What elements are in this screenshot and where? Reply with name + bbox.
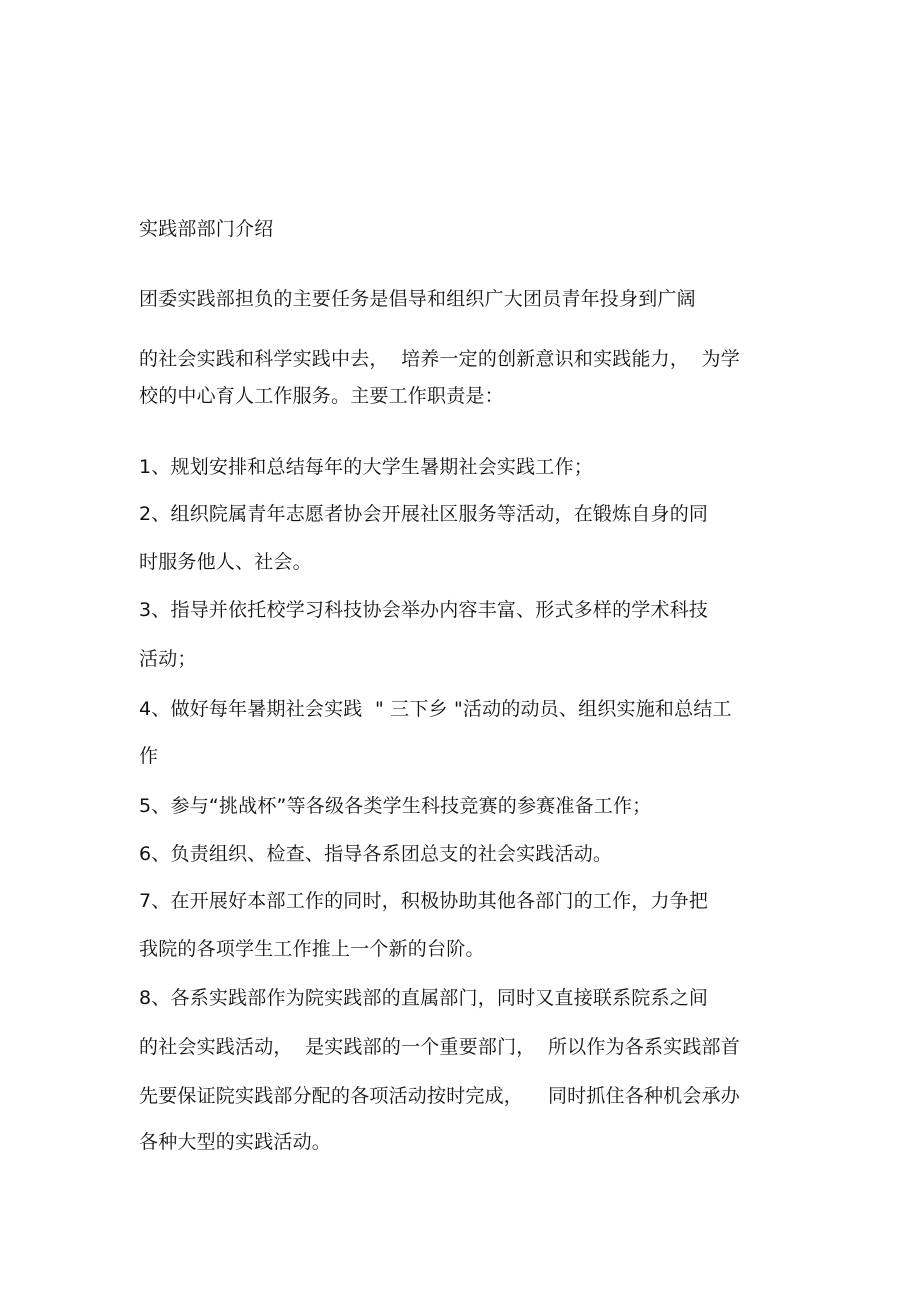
intro-line-3: 校的中心育人工作服务。主要工作职责是： [139,385,504,407]
intro-line-1: 团委实践部担负的主要任务是倡导和组织广大团员青年投身到广阔 [139,288,696,310]
duty-4-line-1: 4、做好每年暑期社会实践 " 三下乡 "活动的动员、组织实施和总结工 [139,698,732,720]
duty-8-line-1: 8、各系实践部作为院实践部的直属部门，同时又直接联系院系之间 [139,987,709,1009]
duty-8-line-4: 各种大型的实践活动。 [139,1131,332,1153]
duty-3-line-2: 活动； [139,648,197,670]
duty-8-line-3: 先要保证院实践部分配的各项活动按时完成， 同时抓住各种机会承办 [139,1085,740,1107]
intro-line-2: 的社会实践和科学实践中去， 培养一定的创新意识和实践能力， 为学 [139,348,740,370]
duty-7-line-1: 7、在开展好本部工作的同时，积极协助其他各部门的工作，力争把 [139,890,709,912]
duty-3-line-1: 3、指导并依托校学习科技协会举办内容丰富、形式多样的学术科技 [139,599,709,621]
duty-6: 6、负责组织、检查、指导各系团总支的社会实践活动。 [139,843,613,865]
duty-5: 5、参与“挑战杯”等各级各类学生科技竞赛的参赛准备工作； [139,795,652,817]
duty-8-line-2: 的社会实践活动， 是实践部的一个重要部门， 所以作为各系实践部首 [139,1036,740,1058]
duty-7-line-2: 我院的各项学生工作推上一个新的台阶。 [139,938,485,960]
duty-2-line-2: 时服务他人、社会。 [139,551,312,573]
duty-2-line-1: 2、组织院属青年志愿者协会开展社区服务等活动，在锻炼自身的同 [139,503,709,525]
duty-1: 1、规划安排和总结每年的大学生暑期社会实践工作； [139,456,593,478]
document-title: 实践部部门介绍 [139,218,274,240]
duty-4-line-2: 作 [139,745,159,767]
